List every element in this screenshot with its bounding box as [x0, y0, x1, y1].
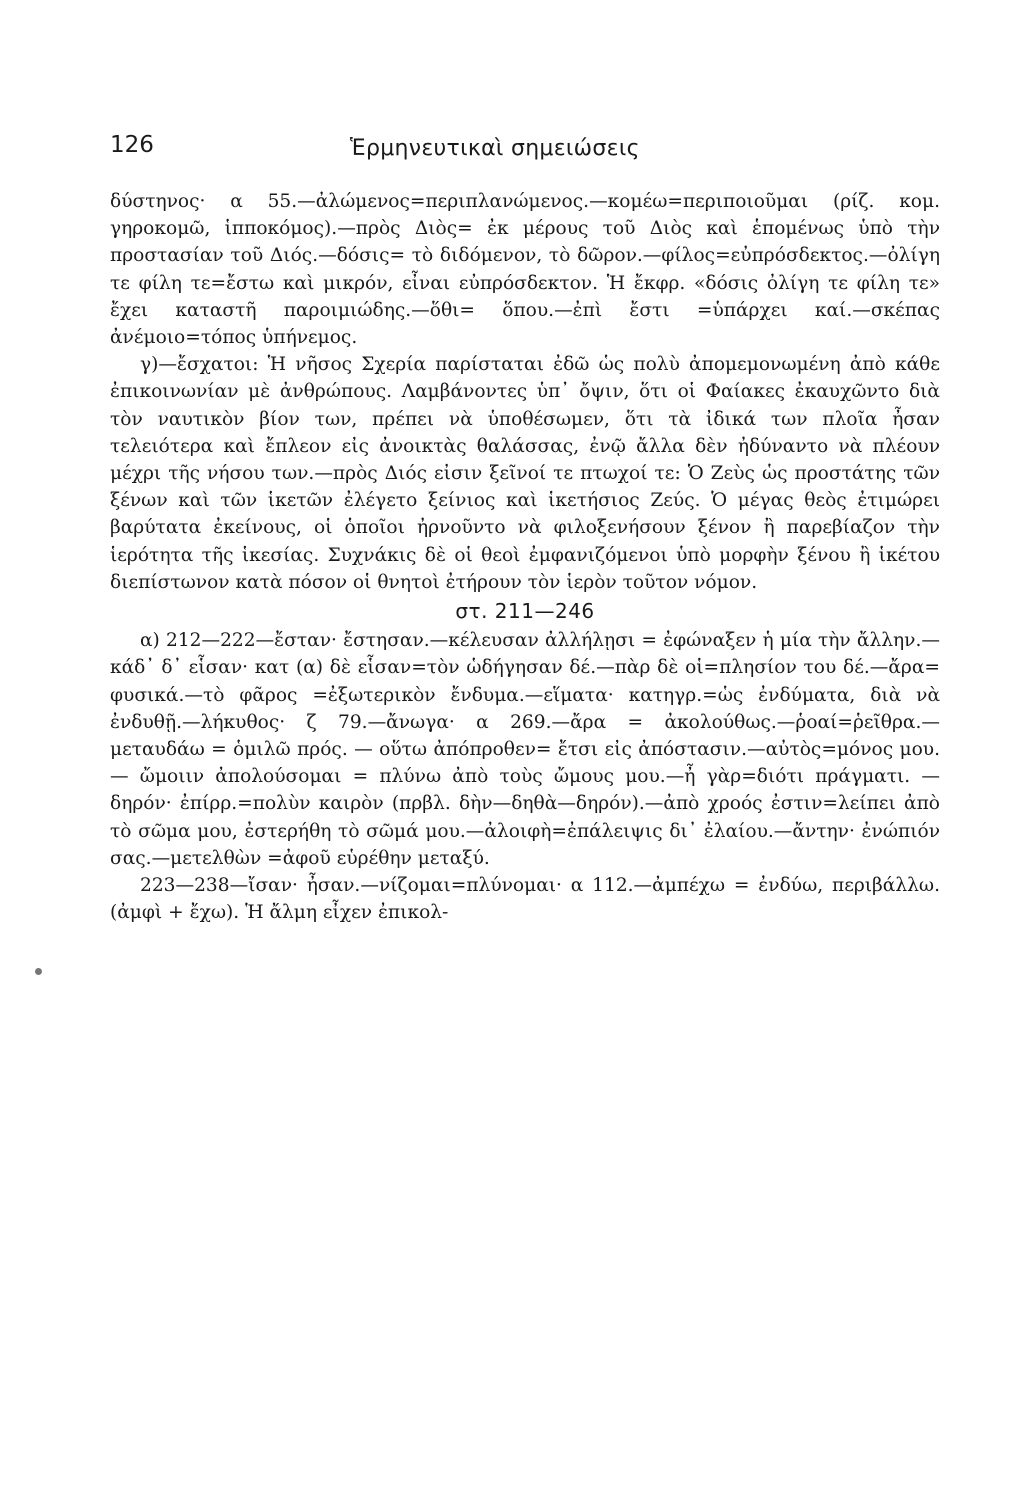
paragraph-223-238: 223—238—ἴσαν· ἦσαν.—νίζομαι=πλύνομαι· α 112.—ἀμπέχω = ἐνδύω, περιβάλλω. (ἀμφὶ + ἔχω). Ἡ ἄλμη εἶχεν ἐπικολ-	[110, 875, 940, 924]
page-number: 126	[110, 132, 154, 158]
page-header	[110, 132, 940, 172]
running-head: Ἑρμηνευτικαὶ σημειώσεις	[350, 136, 640, 161]
body-text	[110, 188, 940, 926]
margin-dot	[35, 968, 42, 975]
paragraph-glossary-1: δύστηνος· α 55.—ἀλώμενος=περιπλανώμενος.—κομέω=περιποιοῦμαι (ρίζ. κομ. γηροκομῶ, ἱπποκόμος).—πρὸς Διὸς= ἐκ μέρους τοῦ Διὸς καὶ ἑπομένως ὑπὸ τὴν προστασίαν τοῦ Διός.—δόσις= τὸ διδόμενον, τὸ δῶρον.—φίλος=εὐπρόσδεκτος.—ὀλίγη τε φίλη τε=ἔστω καὶ μικρόν, εἶναι εὐπρόσδεκτον. Ἡ ἔκφρ. «δόσις ὀλίγη τε φίλη τε» ἔχει καταστῆ παροιμιώδης.—ὅθι= ὅπου.—ἐπὶ ἔστι =ὑπάρχει καί.—σκέπας ἀνέμοιο=τόπος ὑπήνεμος.	[110, 191, 940, 349]
paragraph-gamma: γ)—ἔσχατοι: Ἡ νῆσος Σχερία παρίσταται ἐδῶ ὡς πολὺ ἀπομεμονωμένη ἀπὸ κάθε ἐπικοινωνίαν μὲ ἀνθρώπους. Λαμβάνοντες ὑπ᾽ ὄψιν, ὅτι οἱ Φαίακες ἐκαυχῶντο διὰ τὸν ναυτικὸν βίον των, πρέπει νὰ ὑποθέσωμεν, ὅτι τὰ ἰδικά των πλοῖα ἦσαν τελειότερα καὶ ἔπλεον εἰς ἀνοικτὰς θαλάσσας, ἐνῷ ἄλλα δὲν ἠδύναντο νὰ πλέουν μέχρι τῆς νήσου των.—πρὸς Διός εἰσιν ξεῖνοί τε πτωχοί τε: Ὁ Ζεὺς ὡς προστάτης τῶν ξένων καὶ τῶν ἱκετῶν ἐλέγετο ξείνιος καὶ ἱκετήσιος Ζεύς. Ὁ μέγας θεὸς ἐτιμώρει βαρύτατα ἐκείνους, οἱ ὁποῖοι ἠρνοῦντο νὰ φιλοξενήσουν ξένον ἢ παρεβίαζον τὴν ἱερότητα τῆς ἱκεσίας. Συχνάκις δὲ οἱ θεοὶ ἐμφανιζόμενοι ὑπὸ μορφὴν ξένου ἢ ἱκέτου διεπίστωνον κατὰ πόσον οἱ θνητοὶ ἐτήρουν τὸν ἱερὸν τοῦτον νόμον.	[110, 354, 940, 593]
paragraph-alpha: α) 212—222—ἔσταν· ἔστησαν.—κέλευσαν ἀλλήλῃσι = ἐφώναξεν ἡ μία τὴν ἄλλην.—κάδ᾽ δ᾽ εἷσαν· κατ (α) δὲ εἷσαν=τὸν ὡδήγησαν δέ.—πὰρ δὲ οἱ=πλησίον του δέ.—ἄρα= φυσικά.—τὸ φᾶρος =ἐξωτερικὸν ἔνδυμα.—εἵματα· κατηγρ.=ὡς ἐνδύματα, διὰ νὰ ἐνδυθῇ.—λήκυθος· ζ 79.—ἄνωγα· α 269.—ἄρα = ἀκολούθως.—ῥοαί=ῥεῖθρα.—μεταυδάω = ὁμιλῶ πρός. — οὕτω ἀπόπροθεν= ἔτσι εἰς ἀπόστασιν.—αὐτὸς=μόνος μου. — ὤμοιιν ἀπολούσομαι = πλύνω ἀπὸ τοὺς ὤμους μου.—ἦ γὰρ=διότι πράγματι. — δηρόν· ἐπίρρ.=πολὺν καιρὸν (πρβλ. δὴν—δηθὰ—δηρόν).—ἀπὸ χροός ἐστιν=λείπει ἀπὸ τὸ σῶμα μου, ἐστερήθη τὸ σῶμά μου.—ἀλοιφὴ=ἐπάλειψις δι᾽ ἐλαίου.—ἄντην· ἐνώπιόν σας.—μετελθὼν =ἀφοῦ εὑρέθην μεταξύ.	[110, 630, 940, 869]
section-heading: στ. 211—246	[455, 599, 595, 624]
